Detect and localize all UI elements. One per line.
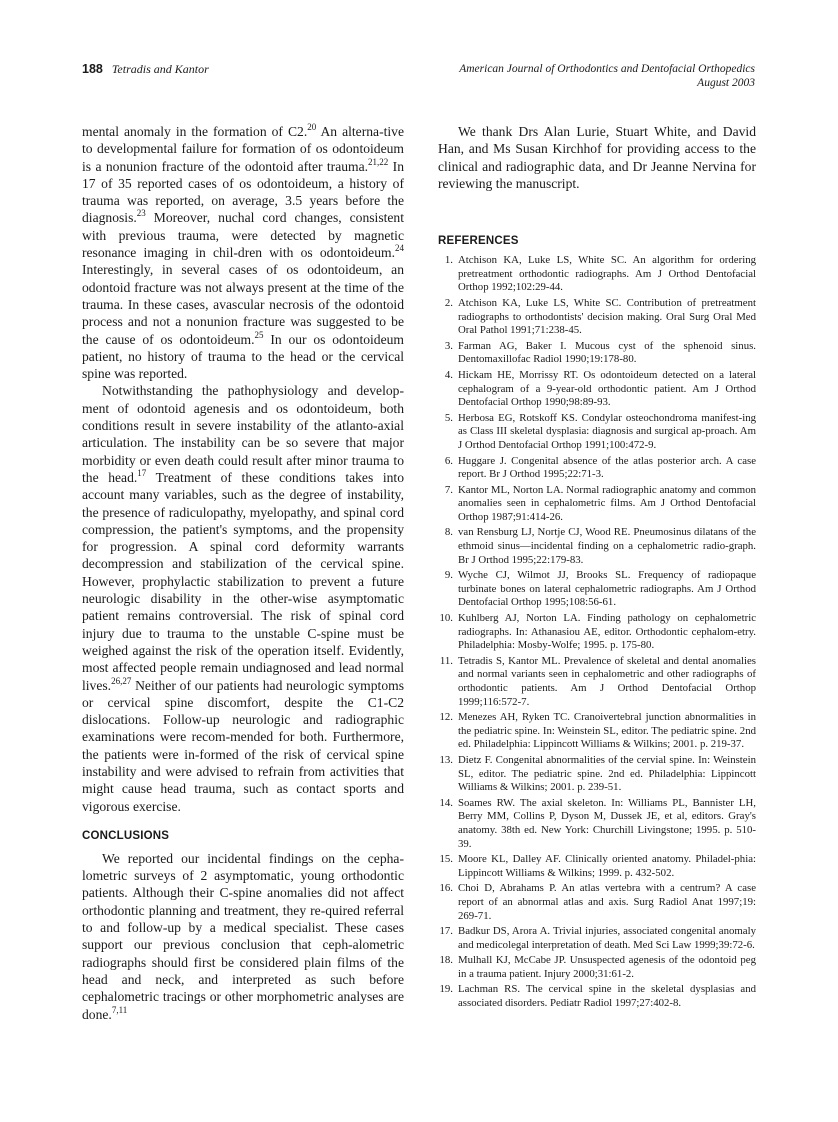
reference-item [438,925,756,952]
citation: 24 [395,243,404,254]
citation: 23 [136,208,146,219]
reference-number: 3. [444,339,453,352]
citation: 25 [254,329,264,340]
text-run: Interestingly, in several cases of os odontoideum, an odontoid fracture was not always present at the time of the trauma. In these cases, avascular necrosis of the odontoid process and not a nonunion fracture was suggested to be the cause of os odontoideum. [82,262,404,347]
discussion-paragraph-1 [82,123,404,382]
reference-item [438,754,756,795]
reference-number: 9. [444,569,453,582]
reference-number: 11. [439,654,453,667]
reference-item [438,983,756,1010]
left-column [82,123,404,1023]
reference-item [438,797,756,851]
citation: 17 [137,467,147,478]
reference-text: Atchison KA, Luke LS, White SC. Contribution of pretreatment radiographs to orthodontists' decision making. Oral Surg Oral Med Oral Pathol 1991;71:238-45. [458,296,756,337]
reference-item [438,569,756,610]
citation: 7,11 [111,1004,128,1015]
conclusions-heading: CONCLUSIONS [82,829,170,842]
text-run: mental anomaly in the formation of C2. [82,124,308,139]
reference-number: 8. [444,526,453,539]
references-heading: REFERENCES [438,235,519,248]
reference-item [438,340,756,367]
reference-item [438,526,756,567]
page-header-right [459,62,755,90]
citation: 21,22 [368,156,389,167]
text-run: Treatment of these conditions takes into account many variables, such as the degree of instability, the presence of radiculopathy, myelopathy, and spinal cord compression, the patient's symptoms, and the propensity for progression. A spinal cord deformity warrants decompression and stabilization of the cervical spine. However, prophylactic stabilization to prevent a future neurologic disability in the other-wise asymptomatic patient remains controversial. The risk of spinal cord injury due to trauma to the unstable C-spine must be weighed against the risk of the operation itself. Evidently, most affected people remain undiagnosed and lead normal lives. [82,469,404,693]
reference-text: Huggare J. Congenital absence of the atlas posterior arch. A case report. Br J Orthod 1995;22:71-3. [458,454,756,481]
reference-item [438,455,756,482]
text-run: Moreover, nuchal cord changes, consistent with previous trauma, were detected by magnetic resonance imaging in chil-dren with os odontoideum. [82,210,404,261]
reference-number: 2. [444,296,453,309]
reference-item [438,853,756,880]
issue-date: August 2003 [697,77,755,89]
reference-item [438,254,756,295]
citation: 20 [307,122,317,132]
reference-item [438,711,756,752]
text-run: Neither of our patients had neurologic symptoms or cervical spine discomfort, despite the C1-C2 dislocations. Follow-up neurologic and radiographic examinations were recom-mended for both. Furthermore, the patients were in-formed of the risk of cervical spine instability and were advised to refrain from activities that might cause head trauma, such as contact sports and vigorous exercise. [82,677,404,814]
reference-number: 4. [444,368,453,381]
reference-text: Mulhall KJ, McCabe JP. Unsuspected agenesis of the odontoid peg in a trauma patient. Injury 2000;31:61-2. [458,954,756,980]
text-run: An alterna-tive to developmental failure for formation of os odontoideum is a nonunion fracture of the odontoid after trauma. [82,124,404,174]
discussion-paragraph-2 [82,382,404,814]
reference-text: Atchison KA, Luke LS, White SC. An algorithm for ordering pretreatment orthodontic radiographs. Am J Orthod Dentofacial Orthop 1992;102:29-44. [458,254,756,294]
right-column [438,123,756,1013]
text-run: We reported our incidental findings on the cepha-lometric surveys of 2 asymptomatic, young orthodontic patients. Although their C-spine anomalies did not affect orthodontic planning and treatment, they re-quired referral to and follow-up by a medical specialist. These cases support our previous conclusion that ceph-alometric radiographs should first be considered plain films of the head and neck, and interpreted as such before cephalometric tracings or other morphometric analyses are done. [82,850,404,1022]
reference-text: Menezes AH, Ryken TC. Cranoivertebral junction abnormalities in the pediatric spine. In: Weinstein SL, editor. The pediatric spine. 2nd ed. Philadelphia: Lippincott Williams & Wilkins; 2001. p. 219-37. [458,711,756,751]
running-title: Tetradis and Kantor [111,62,209,76]
reference-text: Dietz F. Congenital abnormalities of the cervial spine. In: Weinstein SL, editor. The pediatric spine. 2nd ed. Philadelphia: Lippincott Williams & Wilkins; 2001. p. 239-51. [458,753,756,794]
reference-text: Lachman RS. The cervical spine in the skeletal dysplasias and associated disorders. Pediatr Radiol 1997;27:402-8. [458,983,756,1010]
reference-text: Tetradis S, Kantor ML. Prevalence of skeletal and dental anomalies and normal variants seen in cephalometric and other radiographs of orthodontic patients. Am J Orthod Dentofacial Orthop 1999;116:572-7. [458,654,756,708]
journal-name: American Journal of Orthodontics and Dentofacial Orthopedics [459,63,755,75]
reference-text: Kantor ML, Norton LA. Normal radiographic anatomy and common anomalies seen in cephalometric films. Am J Orthod Dentofacial Orthop 1987;91:414-26. [458,483,756,523]
reference-number: 6. [444,454,453,467]
reference-text: Soames RW. The axial skeleton. In: Williams PL, Bannister LH, Berry MM, Collins P, Dyson M, Dussek JE, et al, editors. Gray's anatomy. 38th ed. New York: Churchill Livingstone; 1995. p. 510-39. [458,796,756,850]
reference-number: 17. [439,925,453,938]
reference-item [438,954,756,981]
reference-number: 13. [439,753,453,766]
reference-text: Moore KL, Dalley AF. Clinically oriented anatomy. Philadel-phia: Lippincott Williams & Wilkins; 1999. p. 432-502. [458,853,756,879]
page-number: 188 [82,62,103,76]
reference-number: 14. [439,796,453,809]
page-header-left [82,62,209,77]
reference-number: 19. [439,983,453,996]
text-run: Notwithstanding the pathophysiology and develop-ment of odontoid agenesis and os odontoideum, both conditions result in severe instability of the atlanto-axial articulation. The instability can be so severe that major morbidity or even death could result after minor trauma to the head. [82,383,404,485]
reference-text: Hickam HE, Morrissy RT. Os odontoideum detected on a lateral cephalogram of a 9-year-old orthodontic patient. Am J Orthod Dentofacial Orthop 1990;98:89-93. [458,368,756,409]
reference-number: 16. [439,882,453,895]
reference-item [438,412,756,453]
reference-number: 12. [439,711,453,724]
reference-item [438,612,756,653]
reference-text: Kuhlberg AJ, Norton LA. Finding pathology on cephalometric radiographs. In: Athanasiou AE, editor. Orthodontic cephalom-etry. Philadelphia: Mosby-Wolfe; 1995. p. 175-80. [458,612,756,652]
reference-text: Wyche CJ, Wilmot JJ, Brooks SL. Frequency of radiopaque turbinate bones on lateral cephalometric radiographs. Am J Orthod Dentofacial Orthop 1995;108:56-61. [458,569,756,609]
reference-item [438,655,756,709]
text-run: In our os odontoideum patient, no history of trauma to the head or the cervical spine was reported. [82,331,404,382]
reference-text: Badkur DS, Arora A. Trivial injuries, associated congenital anomaly and medicolegal interpretation of death. Med Sci Law 1999;39:72-6. [458,925,756,951]
reference-number: 15. [439,853,453,866]
reference-item [438,484,756,525]
citation: 26,27 [111,675,132,686]
reference-text: Farman AG, Baker I. Mucous cyst of the sphenoid sinus. Dentomaxillofac Radiol 1990;19:178-80. [458,339,756,366]
reference-text: van Rensburg LJ, Nortje CJ, Wood RE. Pneumosinus dilatans of the ethmoid sinus—incidental finding on a cephalometric radio-graph. Br J Orthod 1995;22:179-83. [458,526,756,566]
reference-item [438,882,756,923]
reference-list [438,254,756,1010]
reference-number: 5. [444,411,453,424]
reference-item [438,369,756,410]
conclusions-paragraph [82,850,404,1023]
acknowledgment-paragraph: We thank Drs Alan Lurie, Stuart White, and David Han, and Ms Susan Kirchhof for providing access to the clinical and radiographic data, and Dr Jeanne Nervina for reviewing the manuscript. [438,124,756,191]
reference-number: 18. [439,954,453,967]
reference-number: 7. [444,483,453,496]
reference-item [438,297,756,338]
reference-number: 1. [444,254,453,267]
text-run: In 17 of 35 reported cases of os odontoideum, a history of trauma was reported, on average, 3.5 years before the diagnosis. [82,158,404,226]
reference-text: Herbosa EG, Rotskoff KS. Condylar osteochondroma manifest-ing as Class III skeletal dysplasia: diagnosis and surgical ap-proach. Am J Orthod Dentofacial Orthop 1991;100:472-9. [458,411,756,451]
reference-number: 10. [439,612,453,625]
reference-text: Choi D, Abrahams P. An atlas vertebra with a centrum? A case report of an abnormal atlas and axis. Surg Radiol Anat 1997;19: 269-71. [458,882,756,922]
